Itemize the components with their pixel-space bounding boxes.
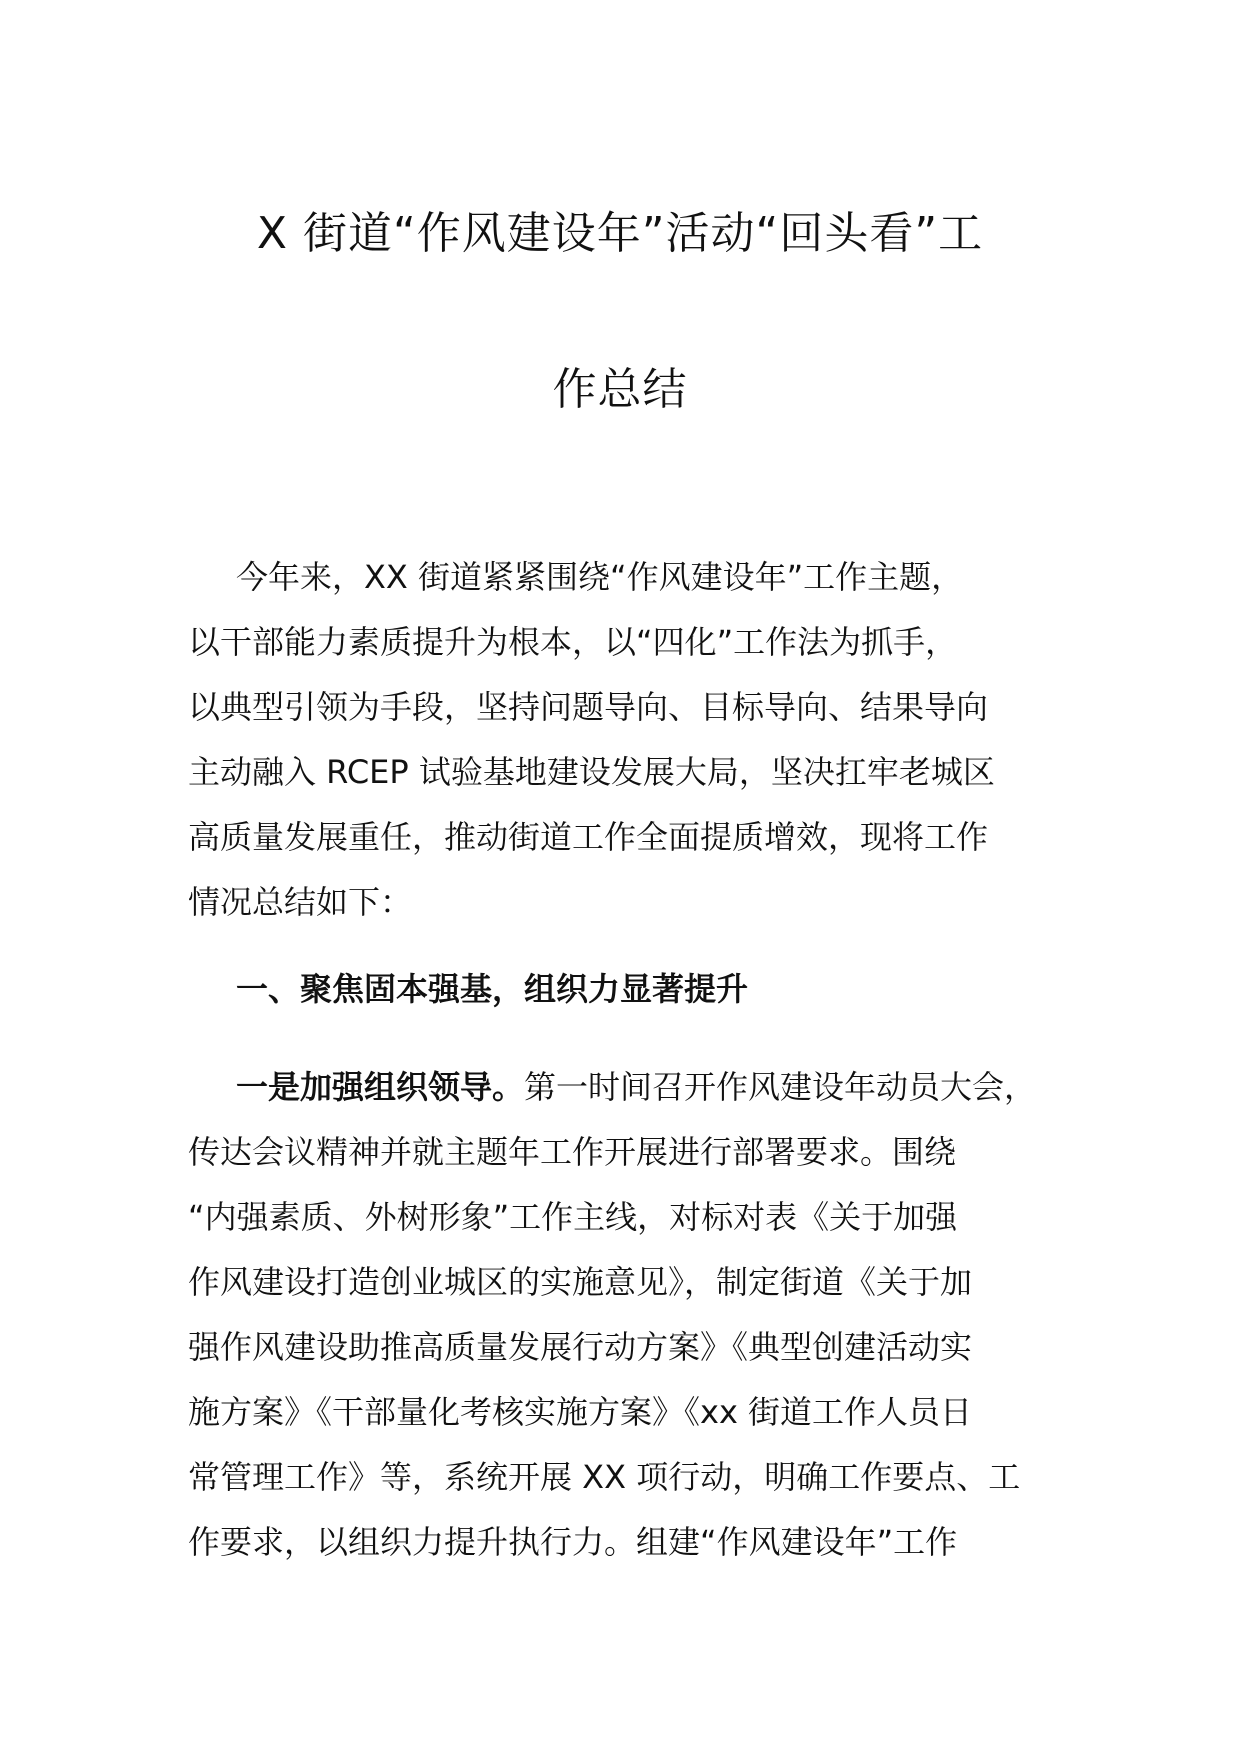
section-heading: [188, 957, 1088, 1022]
section-paragraph: [188, 1055, 1088, 1575]
paragraph-first-line-rest: 第一时间召开作风建设年动员大会，: [524, 1068, 1037, 1106]
section-line-4: 作风建设打造创业城区的实施意见》，制定街道《关于加: [188, 1263, 973, 1301]
paragraph-lead-text: 一是加强组织领导。: [236, 1068, 525, 1106]
intro-line-4: 主动融入 RCEP 试验基地建设发展大局，坚决扛牢老城区: [188, 753, 995, 791]
intro-line-3: 以典型引领为手段，坚持问题导向、目标导向、结果导向: [188, 688, 989, 726]
section-line-3: “内强素质、外树形象”工作主线，对标对表《关于加强: [188, 1198, 958, 1236]
intro-line-6: 情况总结如下：: [188, 883, 413, 921]
intro-paragraph: [188, 545, 1088, 935]
intro-line-5: 高质量发展重任，推动街道工作全面提质增效，现将工作: [188, 818, 989, 856]
section-line-5: 强作风建设助推高质量发展行动方案》《典型创建活动实: [188, 1328, 973, 1366]
section-line-2: 传达会议精神并就主题年工作开展进行部署要求。围绕: [188, 1133, 957, 1171]
section-line-7: 常管理工作》等，系统开展 XX 项行动，明确工作要点、工: [188, 1458, 1021, 1496]
intro-line-2: 以干部能力素质提升为根本，以“四化”工作法为抓手，: [188, 623, 958, 661]
document-title-line-2: 作总结: [552, 364, 688, 415]
section-line-6: 施方案》《干部量化考核实施方案》《xx 街道工作人员日: [188, 1393, 973, 1431]
document-title-line-1: X 街道“作风建设年”活动“回头看”工: [256, 208, 984, 259]
section-line-8: 作要求，以组织力提升执行力。组建“作风建设年”工作: [188, 1523, 958, 1561]
intro-line-1: 今年来，XX 街道紧紧围绕“作风建设年”工作主题，: [236, 558, 964, 596]
section-line-1: [188, 1055, 1088, 1120]
section-heading-text: 一、聚焦固本强基，组织力显著提升: [236, 970, 749, 1008]
